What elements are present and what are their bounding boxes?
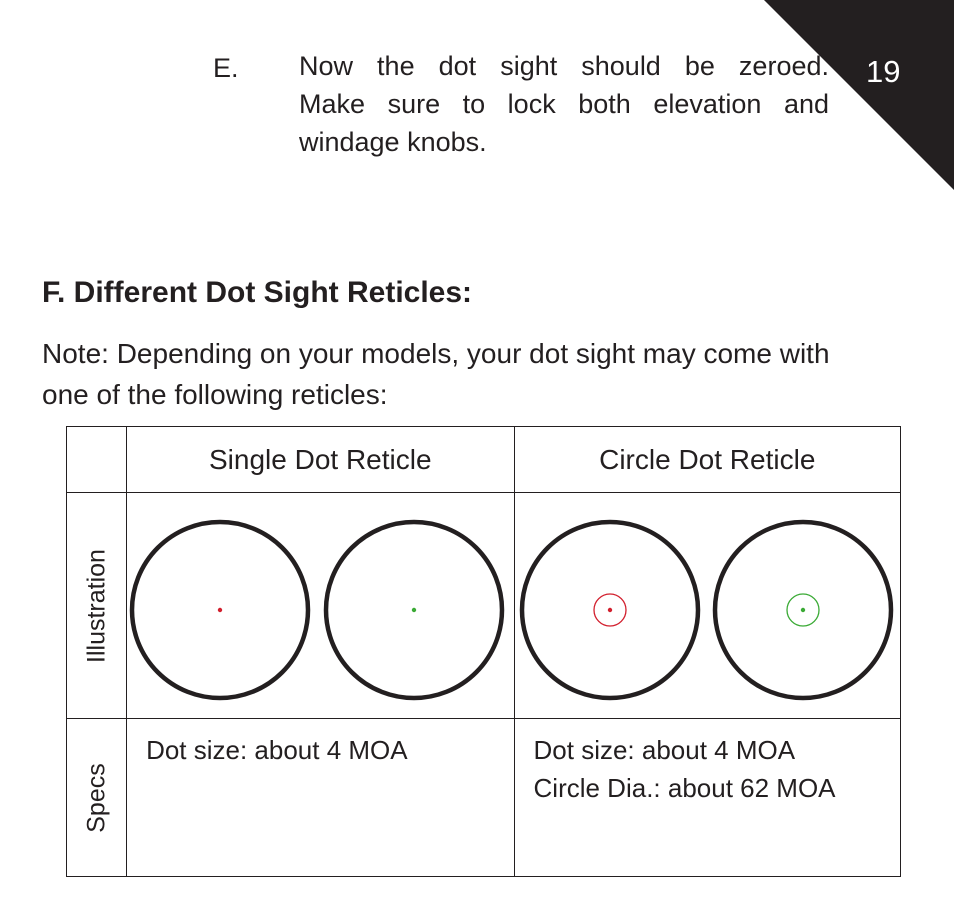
step-line-2: Make sure to lock both elevation and [299,89,829,119]
spec-dot-size: Dot size: about 4 MOA [146,735,408,765]
section-heading: F. Different Dot Sight Reticles: [42,276,473,309]
single-dot-specs [127,719,514,877]
row-label-specs: Specs [82,762,111,833]
row-label-illustration: Illustration [82,548,111,663]
reticle-table [66,426,901,877]
single-dot-illustration [127,493,514,718]
circle-dot-red-sight [522,522,698,698]
step-text [299,47,829,161]
circle-dot-illustration [515,493,901,718]
header-single-dot: Single Dot Reticle [127,427,514,493]
green-dot-icon [412,608,416,612]
row-label-cell [67,493,127,719]
table-row-illustration [67,493,901,719]
note-paragraph [42,333,922,415]
corner-cell [67,427,127,493]
step-line-3: windage knobs. [299,127,487,157]
single-dot-red-sight [132,522,308,698]
red-dot-icon [607,608,611,612]
red-dot-icon [218,608,222,612]
spec-dot-size: Dot size: about 4 MOA [533,735,796,765]
step-line-1: Now the dot sight should be zeroed. [299,51,829,81]
note-line-1: Note: Depending on your models, your dot sight may come with [42,338,830,369]
row-label-cell [67,719,127,877]
single-dot-illustration-cell [127,493,514,719]
circle-dot-specs [514,719,900,877]
circle-dot-green-sight [715,522,891,698]
table-header-row [67,427,901,493]
green-dot-icon [800,608,804,612]
single-dot-green-sight [326,522,502,698]
spec-circle-diameter: Circle Dia.: about 62 MOA [533,773,836,803]
circle-dot-illustration-cell [514,493,900,719]
step-letter: E. [213,53,239,83]
table-row-specs [67,719,901,877]
page-number: 19 [866,54,901,89]
note-line-2: one of the following reticles: [42,379,388,410]
header-circle-dot: Circle Dot Reticle [514,427,900,493]
